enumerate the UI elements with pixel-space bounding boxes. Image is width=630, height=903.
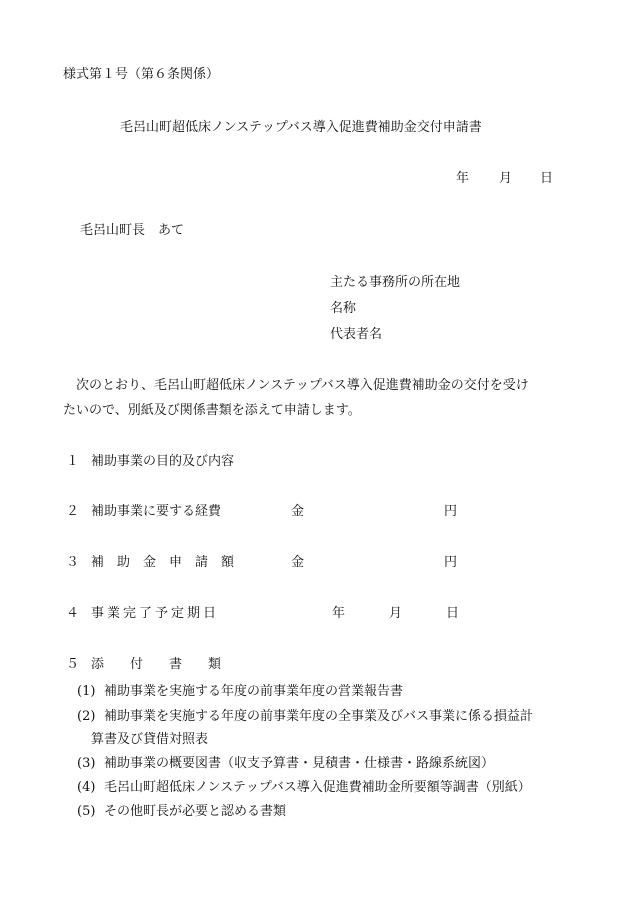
item-2-kin-label: 金 <box>291 504 305 519</box>
attachment-3-text: 補助事業の概要図書（収支予算書・見積書・仕様書・路線系統図） <box>104 756 495 771</box>
document-title: 毛呂山町超低床ノンステップバス導入促進費補助金交付申請書 <box>120 120 482 135</box>
applicant-representative-label: 代表者名 <box>330 327 383 342</box>
item-2-label: 補助事業に要する経費 <box>91 504 222 519</box>
date-month-label: 月 <box>499 171 513 186</box>
date-day-label: 日 <box>540 171 554 186</box>
item-1-label: 補助事業の目的及び内容 <box>91 454 235 469</box>
item-3-kin-label: 金 <box>291 555 305 570</box>
item-4-month-label: 月 <box>389 606 403 621</box>
attachment-1-number: (1) <box>77 684 96 699</box>
item-3-number: ３ <box>66 555 80 570</box>
item-2-yen-label: 円 <box>444 504 458 519</box>
item-1-number: １ <box>66 454 80 469</box>
applicant-name-label: 名称 <box>330 301 357 316</box>
item-5-label: 添 付 書 類 <box>91 657 222 672</box>
item-2-number: ２ <box>66 504 80 519</box>
item-5-number: ５ <box>66 657 80 672</box>
attachment-2-continuation: 算書及び貸借対照表 <box>91 732 209 747</box>
item-3-yen-label: 円 <box>444 555 458 570</box>
item-4-year-label: 年 <box>332 606 346 621</box>
item-4-label: 事業完了予定期日 <box>91 606 220 621</box>
attachment-5-number: (5) <box>77 804 96 819</box>
attachment-2-number: (2) <box>77 709 96 724</box>
item-4-day-label: 日 <box>446 606 460 621</box>
attachment-5-text: その他町長が必要と認める書類 <box>104 804 287 819</box>
item-4-number: ４ <box>66 606 80 621</box>
attachment-1-text: 補助事業を実施する年度の前事業年度の営業報告書 <box>104 684 404 699</box>
attachment-4-text: 毛呂山町超低床ノンステップバス導入促進費補助金所要額等調書（別紙） <box>104 780 531 795</box>
addressee: 毛呂山町長 あて <box>80 223 185 238</box>
date-year-label: 年 <box>456 171 470 186</box>
item-3-label: 補 助 金 申 請 額 <box>91 555 235 570</box>
attachment-4-number: (4) <box>77 780 96 795</box>
body-text-line-2: たいので、別紙及び関係書類を添えて申請します。 <box>63 403 361 418</box>
attachment-3-number: (3) <box>77 756 96 771</box>
body-text-line-1: 次のとおり、毛呂山町超低床ノンステップバス導入促進費補助金の交付を受け <box>76 378 529 393</box>
applicant-address-label: 主たる事務所の所在地 <box>330 275 461 290</box>
form-label: 様式第１号（第６条関係） <box>63 67 220 82</box>
attachment-2-text: 補助事業を実施する年度の前事業年度の全事業及びバス事業に係る損益計 <box>104 709 534 724</box>
